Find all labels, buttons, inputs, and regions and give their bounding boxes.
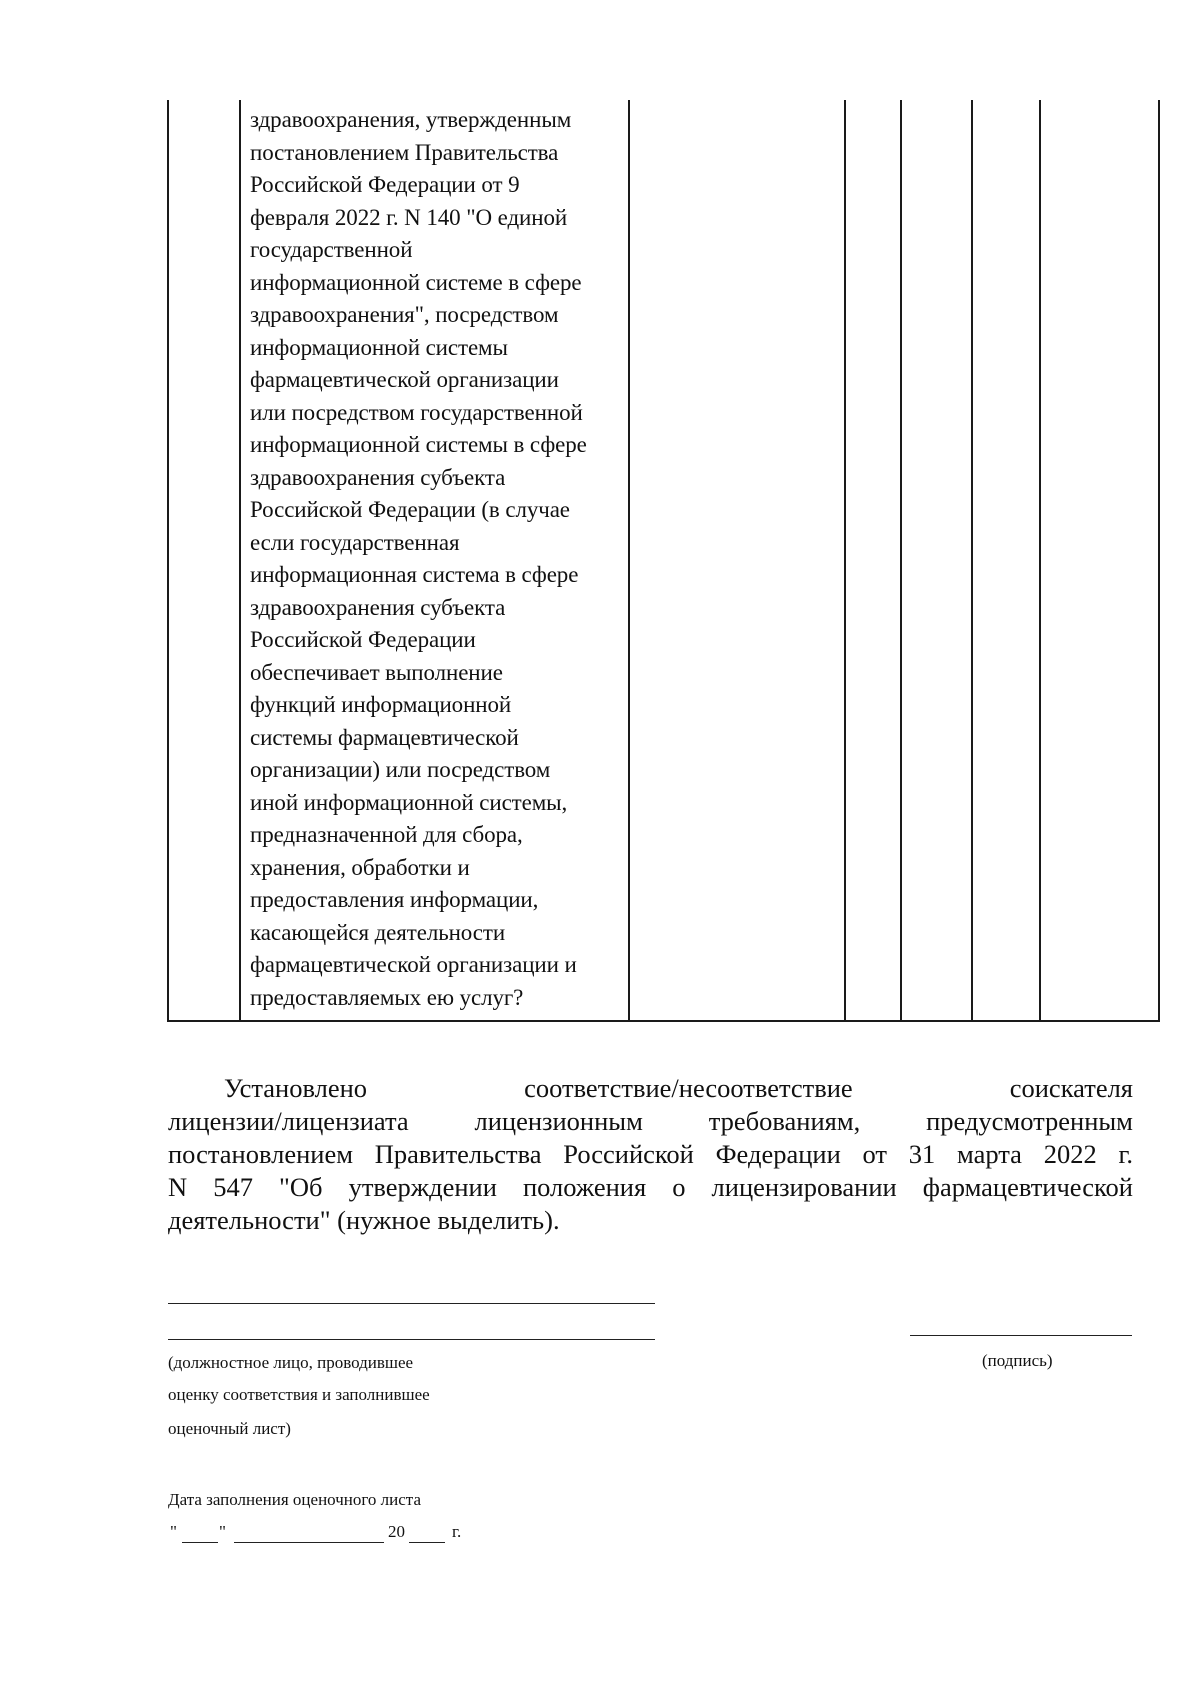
signature-line — [910, 1335, 1132, 1336]
question-text-line: системы фармацевтической — [250, 724, 519, 750]
question-text-line: информационной системы в сфере — [250, 432, 587, 457]
question-text-line: государственной — [250, 237, 413, 262]
table-column-divider — [628, 100, 630, 1022]
table-border-bottom — [167, 1020, 1160, 1022]
question-text-line: информационная система в сфере — [250, 562, 579, 587]
question-text-line: информационной системе в сфере — [250, 269, 582, 295]
date-month-field — [234, 1542, 384, 1543]
question-text-line: предоставления информации, — [250, 887, 539, 912]
date-day-field — [182, 1542, 218, 1543]
conclusion-word: требованиям, — [708, 1106, 861, 1136]
date-year-suffix: г. — [452, 1522, 462, 1541]
conclusion-word: 2022 — [1043, 1139, 1097, 1169]
official-caption-line-2: оценку соответствия и заполнившее — [168, 1385, 430, 1404]
conclusion-word: соискателя — [1009, 1073, 1133, 1103]
conclusion-line — [168, 1171, 1133, 1204]
question-text-line: функций информационной — [250, 692, 512, 717]
conclusion-word: лицензировании — [711, 1172, 897, 1202]
conclusion-line — [168, 1105, 1133, 1138]
conclusion-word: утверждении — [348, 1172, 497, 1202]
conclusion-word: о — [672, 1172, 686, 1202]
question-text-line: здравоохранения", посредством — [250, 302, 559, 327]
table-column-divider — [239, 100, 241, 1022]
table-column-divider — [1039, 100, 1041, 1022]
question-text-line: организации) или посредством — [250, 757, 551, 782]
requirement-question-cell — [250, 104, 626, 1014]
question-text-line: фармацевтической организации и — [250, 952, 577, 977]
conclusion-line — [168, 1138, 1133, 1171]
date-year-prefix: 20 — [388, 1522, 405, 1541]
table-column-divider — [900, 100, 902, 1022]
conclusion-word: деятельности" (нужное выделить). — [168, 1205, 560, 1235]
conclusion-word: от — [862, 1139, 888, 1169]
question-text-line: Российской Федерации — [250, 627, 476, 652]
table-border-left — [167, 100, 169, 1022]
question-text-line: предназначенной для сбора, — [250, 822, 523, 847]
conclusion-word: N — [168, 1172, 188, 1202]
conclusion-word: Федерации — [715, 1139, 841, 1169]
table-border-right — [1158, 100, 1160, 1022]
question-text-line: Российской Федерации от 9 — [250, 172, 520, 197]
date-label: Дата заполнения оценочного листа — [168, 1490, 421, 1509]
question-text-line: если государственная — [250, 529, 460, 555]
question-text-line: или посредством государственной — [250, 399, 583, 425]
conclusion-word: постановлением — [168, 1139, 353, 1169]
conclusion-line — [168, 1072, 1133, 1105]
conclusion-word: лицензионным — [474, 1106, 643, 1136]
question-text-line: постановлением Правительства — [250, 139, 559, 165]
question-text-line: предоставляемых ею услуг? — [250, 984, 524, 1010]
date-quote-open: " — [170, 1522, 177, 1541]
official-position-line — [168, 1339, 655, 1340]
conclusion-word: г. — [1118, 1139, 1133, 1169]
question-text-line: здравоохранения субъекта — [250, 594, 506, 620]
date-quote-close: " — [219, 1522, 226, 1541]
question-text-line: информационной системы — [250, 334, 508, 360]
conclusion-word: Российской — [563, 1139, 694, 1169]
question-text-line: касающейся деятельности — [250, 919, 506, 945]
conclusion-word: марта — [957, 1139, 1022, 1169]
question-text-line: обеспечивает выполнение — [250, 659, 503, 685]
conclusion-word: фармацевтической — [922, 1172, 1133, 1202]
conclusion-line — [168, 1204, 1133, 1237]
question-text-line: здравоохранения, утвержденным — [250, 107, 572, 132]
conclusion-word: Установлено — [224, 1073, 368, 1103]
question-text-line: хранения, обработки и — [250, 854, 470, 880]
question-text-line: здравоохранения субъекта — [250, 464, 506, 490]
official-caption-line-1: (должностное лицо, проводившее — [168, 1353, 414, 1372]
conclusion-word: "Об — [279, 1172, 323, 1202]
question-text-line: фармацевтической организации — [250, 367, 559, 392]
official-caption-line-3: оценочный лист) — [168, 1419, 291, 1438]
assessment-table — [167, 100, 1160, 1022]
conclusion-word: соответствие/несоответствие — [524, 1073, 853, 1103]
conclusion-word: 31 — [908, 1139, 936, 1169]
signature-caption: (подпись) — [982, 1351, 1053, 1370]
table-column-divider — [971, 100, 973, 1022]
question-text-line: февраля 2022 г. N 140 "О единой — [250, 204, 568, 230]
official-name-line — [168, 1303, 655, 1304]
conclusion-word: 547 — [213, 1172, 253, 1202]
question-text-line: Российской Федерации (в случае — [250, 497, 570, 522]
conclusion-word: Правительства — [374, 1139, 542, 1169]
conclusion-paragraph — [168, 1072, 1133, 1237]
date-year-field — [409, 1542, 445, 1543]
table-column-divider — [844, 100, 846, 1022]
question-text-line: иной информационной системы, — [250, 789, 568, 815]
conclusion-word: положения — [522, 1172, 647, 1202]
conclusion-word: предусмотренным — [926, 1106, 1133, 1136]
conclusion-word: лицензии/лицензиата — [168, 1106, 409, 1136]
